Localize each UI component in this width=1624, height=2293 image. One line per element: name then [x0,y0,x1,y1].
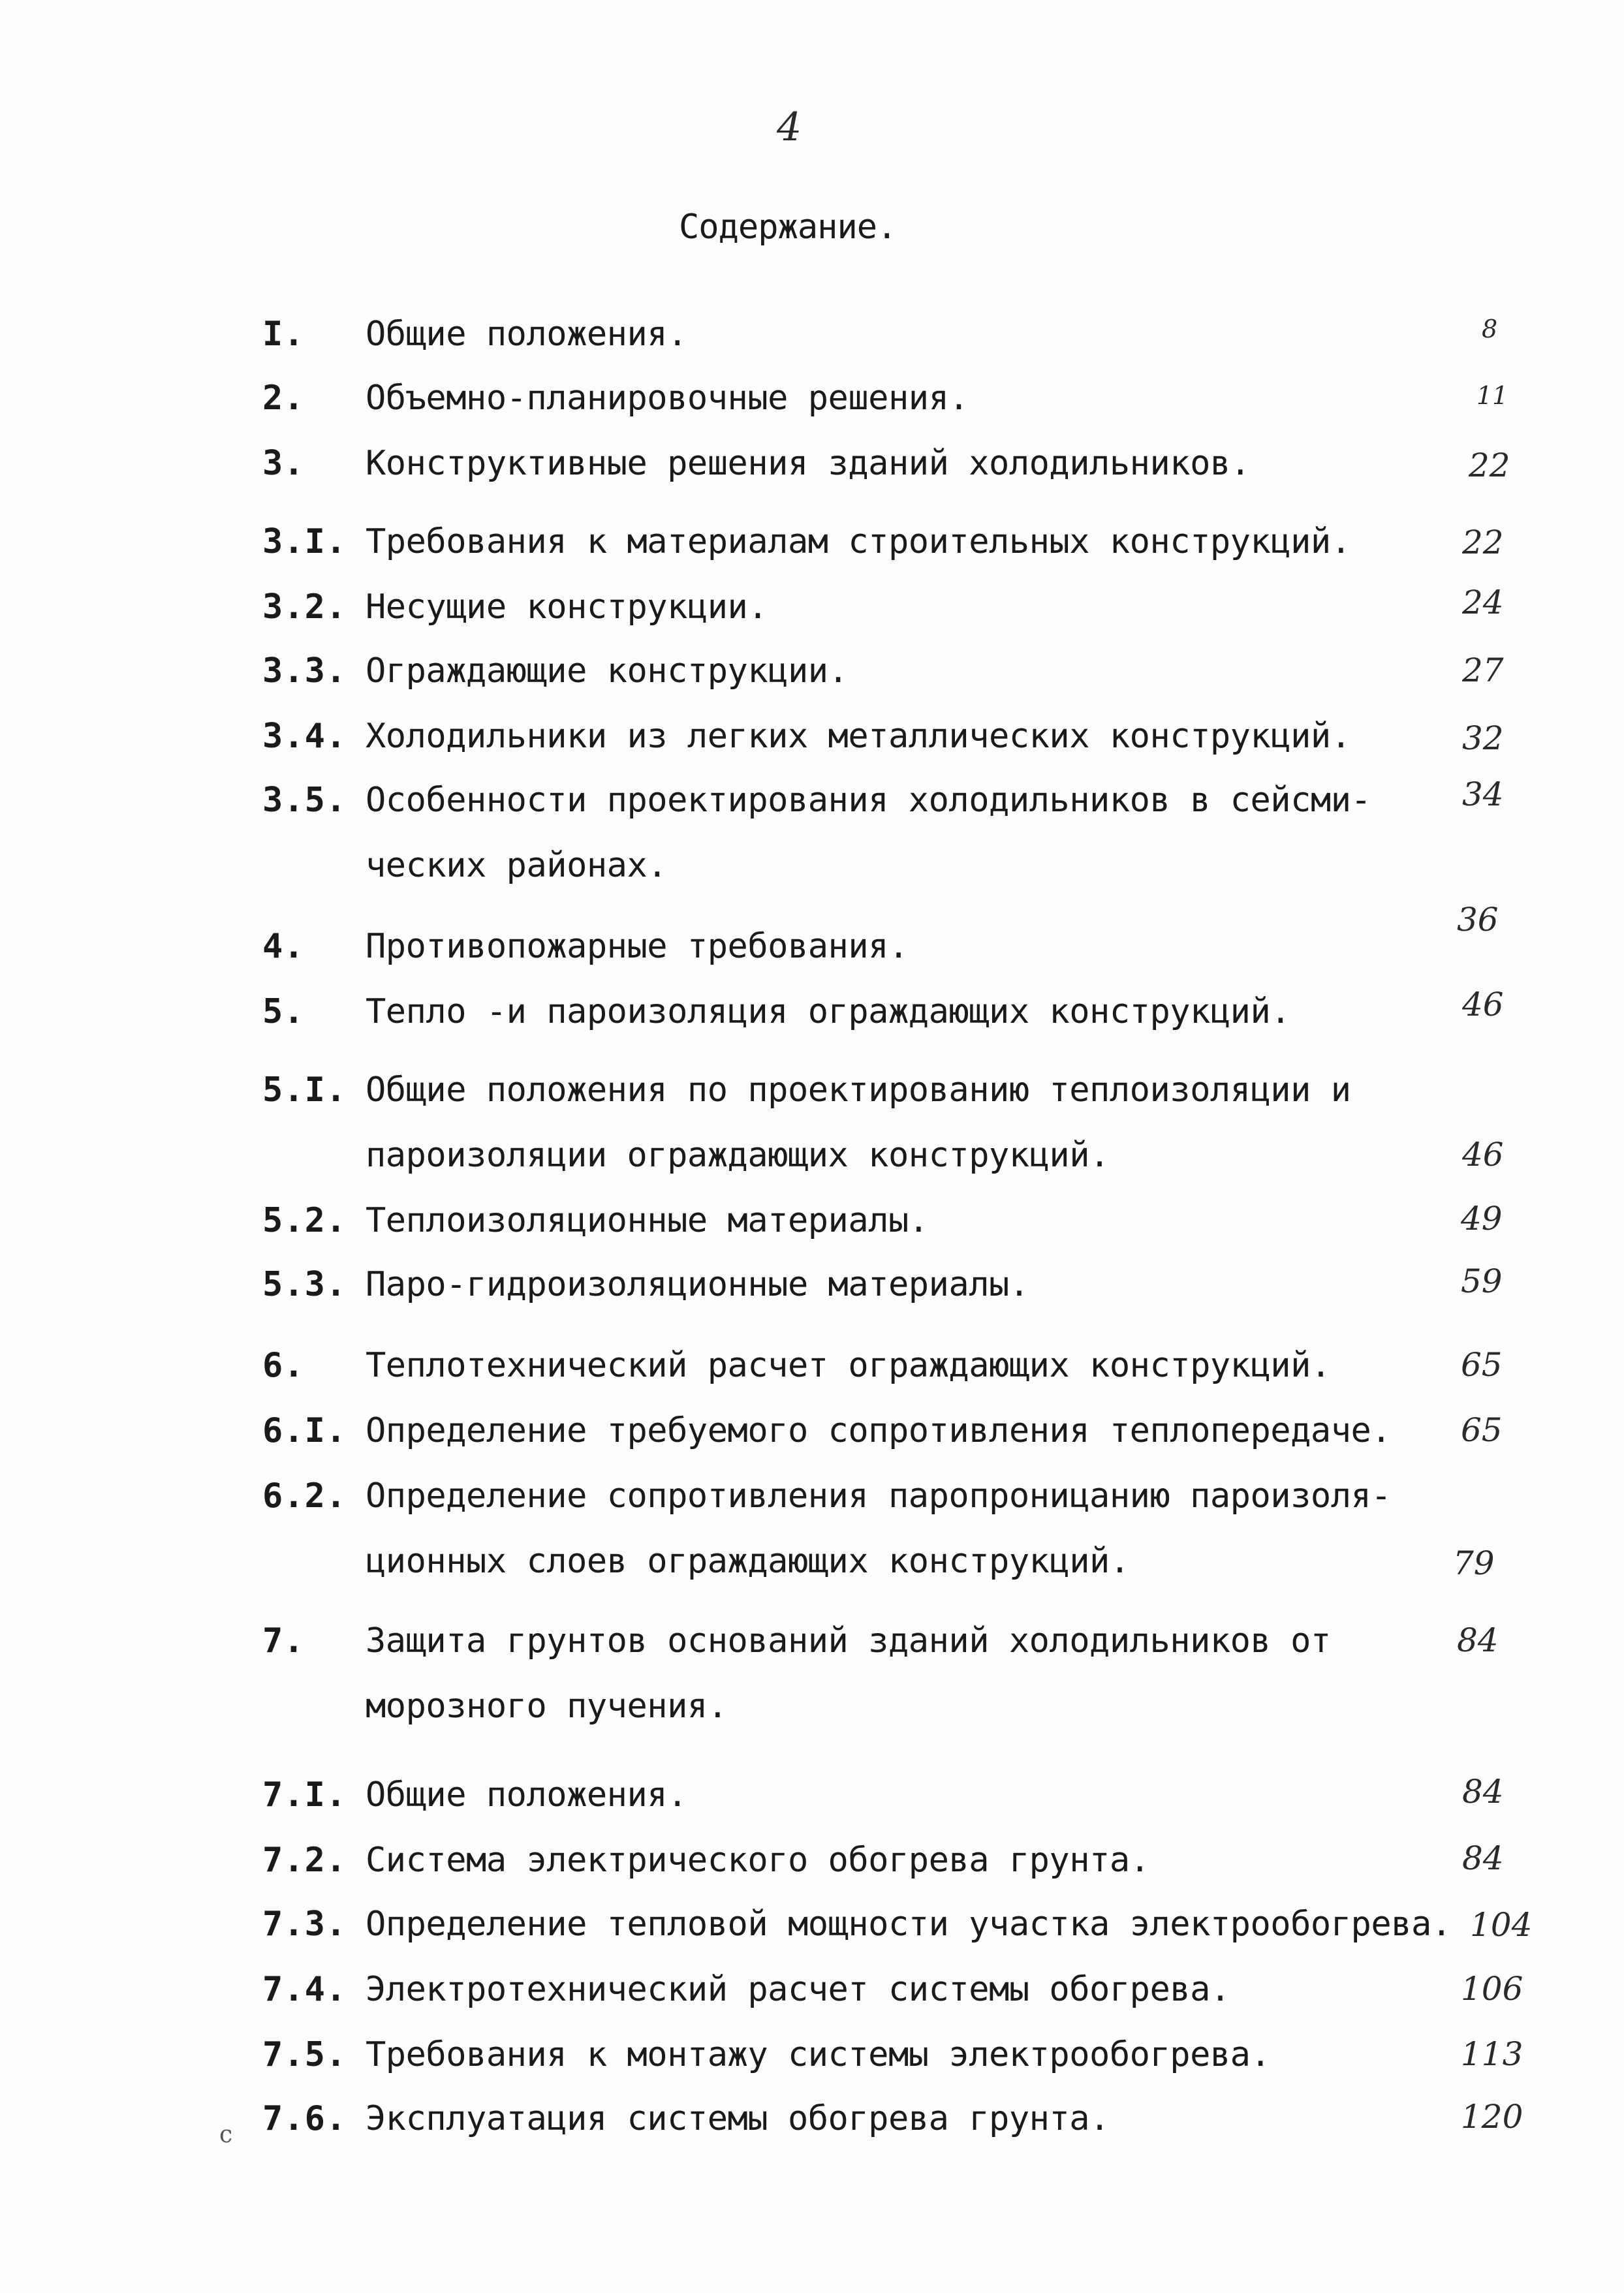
entry-page: 8 [1482,315,1498,343]
entry-page: 22 [1462,523,1504,561]
entry-page: 59 [1461,1262,1503,1300]
entry-title: Общие положения. [366,1775,687,1815]
entry-title-continued: ционных слоев ограждающих конструкций. [366,1542,1130,1581]
entry-page: 79 [1453,1544,1495,1582]
toc-entry-17 [0,1621,1624,1752]
entry-title: Особенности проектирования холодильников в сейсми- [366,781,1371,820]
entry-title: Общие положения по проектированию теплоизоляции и [366,1070,1351,1110]
entry-title: Теплотехнический расчет ограждающих конструкций. [366,1346,1331,1385]
entry-title: Теплоизоляционные материалы. [366,1201,929,1240]
entry-page: 46 [1462,986,1504,1023]
entry-number: 3.5. [262,781,347,820]
entry-number: 7.4. [262,1970,347,2009]
toc-entry-16 [0,1476,1624,1607]
entry-number: 7. [262,1621,305,1661]
entry-title: Тепло -и пароизоляция ограждающих конструкций. [366,992,1291,1031]
entry-number: 3. [262,444,305,483]
margin-mark: c [219,2121,233,2148]
entry-page: 65 [1461,1411,1503,1449]
entry-number: 7.5. [262,2035,347,2074]
entry-number: 5.I. [262,1070,347,1110]
entry-number: 3.I. [262,522,347,561]
entry-title: Защита грунтов оснований зданий холодильников от [366,1621,1331,1661]
entry-page: 106 [1461,1970,1523,2008]
toc-entry-15 [0,1411,1624,1476]
entry-page: 46 [1462,1136,1504,1174]
entry-number: 2. [262,379,305,418]
entry-page: 22 [1469,446,1510,484]
toc-entry-8 [0,775,1624,911]
entry-title: Противопожарные требования. [366,927,909,966]
entry-number: 7.3. [262,1905,347,1944]
toc-entry-12 [0,1201,1624,1266]
entry-title-continued: ческих районах. [366,846,668,885]
entry-page: 32 [1462,719,1504,757]
entry-number: 6. [262,1346,305,1385]
toc-entry-14 [0,1346,1624,1411]
entry-title: Требования к монтажу системы электрообогрева. [366,2035,1271,2074]
entry-page: 24 [1462,584,1504,621]
entry-number: 5. [262,992,305,1031]
toc-entry-21 [0,1970,1624,2035]
entry-page: 49 [1461,1200,1503,1238]
entry-title: Электротехнический расчет системы обогрева. [366,1970,1230,2009]
entry-page: 11 [1476,381,1508,410]
entry-page: 84 [1457,1621,1499,1659]
entry-number: 7.2. [262,1841,347,1880]
toc-entry-1 [0,315,1624,380]
entry-title: Эксплуатация системы обогрева грунта. [366,2099,1110,2138]
entry-number: 3.3. [262,651,347,691]
toc-entry-11 [0,1070,1624,1201]
entry-number: 7.6. [262,2099,347,2138]
entry-title: Требования к материалам строительных конструкций. [366,522,1351,561]
toc-entry-7 [0,717,1624,782]
entry-title-continued: морозного пучения. [366,1687,728,1726]
entry-page: 65 [1461,1346,1503,1384]
entry-title: Объемно-планировочные решения. [366,379,969,418]
entry-page: 27 [1462,651,1504,689]
entry-title: Определение требуемого сопротивления теплопередаче. [366,1411,1392,1450]
entry-number: 5.3. [262,1265,347,1304]
entry-title: Система электрического обогрева грунта. [366,1841,1150,1880]
toc-entry-13 [0,1262,1624,1330]
entry-title: Конструктивные решения зданий холодильников. [366,444,1251,483]
toc-entry-23 [0,2099,1624,2164]
entry-title: Несущие конструкции. [366,587,768,627]
toc-entry-2 [0,379,1624,444]
entry-title: Паро-гидроизоляционные материалы. [366,1265,1029,1304]
toc-entry-4 [0,522,1624,587]
entry-number: 4. [262,927,305,966]
toc-entry-6 [0,651,1624,717]
toc-entry-22 [0,2035,1624,2100]
toc-entry-18 [0,1775,1624,1841]
entry-page: 104 [1470,1906,1533,1944]
entry-number: I. [262,315,305,354]
toc-entry-20 [0,1905,1624,1970]
entry-title: Холодильники из легких металлических конструкций. [366,717,1351,756]
entry-title: Определение сопротивления паропроницанию пароизоля- [366,1476,1392,1516]
entry-number: 3.2. [262,587,347,627]
entry-page: 120 [1461,2098,1523,2136]
entry-title: Общие положения. [366,315,687,354]
toc-entry-9 [0,901,1624,992]
entry-number: 6.I. [262,1411,347,1450]
entry-number: 3.4. [262,717,347,756]
toc-entry-19 [0,1841,1624,1906]
entry-number: 7.I. [262,1775,347,1815]
entry-title-continued: пароизоляции ограждающих конструкций. [366,1136,1110,1175]
toc-entry-3 [0,444,1624,509]
entry-title: Определение тепловой мощности участка электрообогрева. [366,1905,1452,1944]
entry-number: 5.2. [262,1201,347,1240]
entry-number: 6.2. [262,1476,347,1516]
toc-entry-10 [0,986,1624,1057]
entry-title: Ограждающие конструкции. [366,651,849,691]
entry-page: 113 [1461,2035,1523,2073]
entry-page: 34 [1462,775,1504,813]
page-number: 4 [777,104,802,150]
entry-page: 36 [1457,901,1499,939]
entry-page: 84 [1462,1839,1504,1877]
entry-page: 84 [1462,1773,1504,1811]
toc-entry-5 [0,584,1624,653]
toc-title: Содержание. [679,208,897,247]
